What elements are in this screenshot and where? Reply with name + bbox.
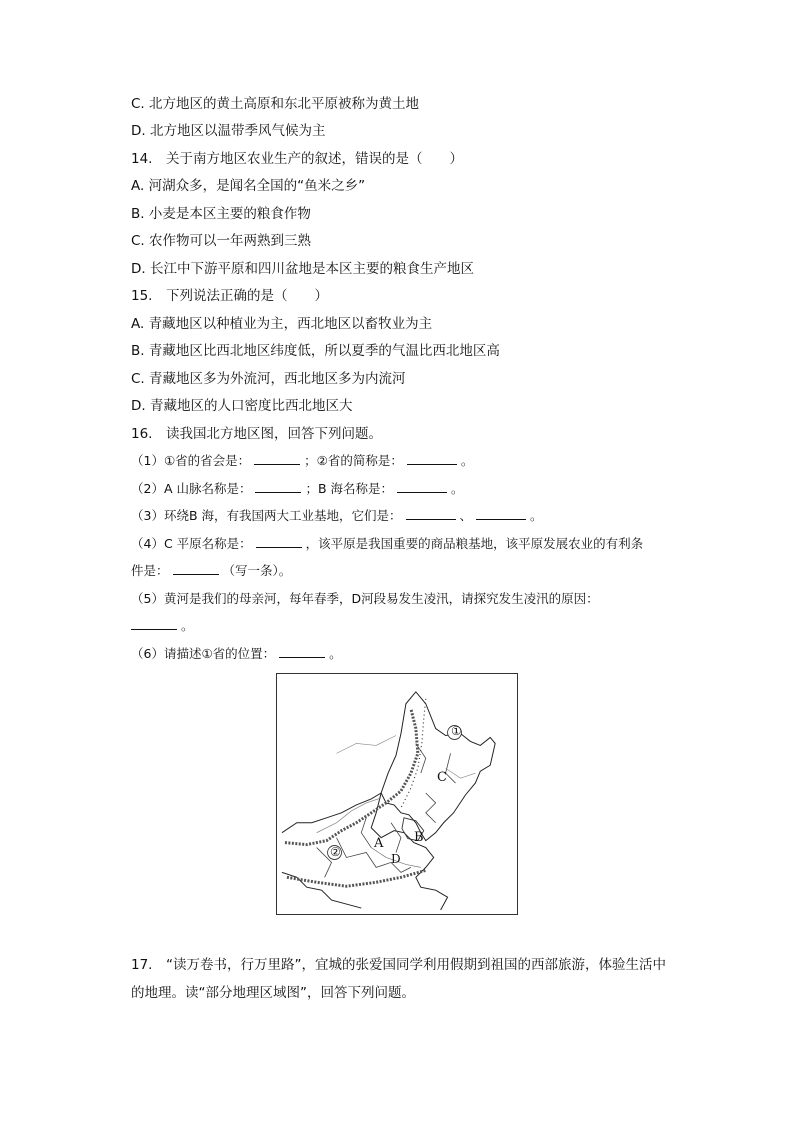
q16-p4-text-a: （4）C 平原名称是： [131,536,252,551]
map-drawing [277,674,517,914]
option-14b: B. 小麦是本区主要的粮食作物 [131,206,311,222]
option-15b: B. 青藏地区比西北地区纬度低，所以夏季的气温比西北地区高 [131,343,500,359]
map-label-b: B [414,830,424,845]
option-13d: D. 北方地区以温带季风气候为主 [131,123,326,139]
option-14a: A. 河湖众多，是闻名全国的“鱼米之乡” [131,178,366,194]
q16-p2-text-b: ；B 海名称是： [305,481,394,496]
q16-p3-blank-1[interactable] [406,507,456,520]
map-northeast-outline [381,692,495,841]
question-14: 14. 关于南方地区农业生产的叙述，错误的是（ ） [131,151,463,167]
q16-p2-blank-1[interactable] [255,480,301,493]
question-17-line-1: 17. “读万卷书，行万里路”，宜城的张爱国同学利用假期到祖国的西部旅游，体验生活中 [131,957,666,973]
q16-p3-text-b: 、 [459,508,473,523]
north-china-map [276,673,518,915]
question-16: 16. 读我国北方地区图，回答下列问题。 [131,426,382,442]
option-14d: D. 长江中下游平原和四川盆地是本区主要的粮食生产地区 [131,261,474,277]
map-label-d: D [391,852,401,866]
q16-p1-blank-1[interactable] [254,452,300,465]
map-river-northwest [337,735,476,778]
q16-p4-text-c: 件是： [131,563,169,578]
q16-p1-text-c: 。 [460,453,474,468]
question-17-line-2: 的地理。读“部分地理区域图”，回答下列问题。 [131,985,415,1001]
map-label-2: ② [330,845,341,859]
q16-p2-text-a: （2）A 山脉名称是： [131,481,252,496]
map-great-wall [285,709,418,845]
q16-p6-text-b: 。 [329,646,342,661]
map-north-outline [282,793,448,910]
q16-p5-text-b: 。 [181,618,194,633]
q16-part-1 [131,452,473,470]
q16-p5-blank[interactable] [131,617,177,630]
map-label-1: ① [451,724,462,738]
question-15: 15. 下列说法正确的是（ ） [131,288,328,304]
q16-p4-text-b: ，该平原是我国重要的商品粮基地，该平原发展农业的有利条 [305,536,644,551]
option-15c: C. 青藏地区多为外流河，西北地区多为内流河 [131,371,406,387]
q16-part-4 [131,535,643,553]
q16-p4-blank-1[interactable] [256,535,302,548]
q16-part-6 [131,645,342,663]
q16-part-5-cont [131,617,194,635]
map-label-c: C [437,770,447,785]
option-14c: C. 农作物可以一年两熟到三熟 [131,233,312,249]
map-wall-south [287,870,426,886]
q16-p1-text-a: （1）①省的省会是： [131,453,251,468]
q16-p3-text-c: 。 [530,508,543,523]
q16-p6-text-a: （6）请描述①省的位置： [131,646,276,661]
q16-p3-text-a: （3）环绕B 海，有我国两大工业基地，它们是： [131,508,402,523]
q16-part-5: （5）黄河是我们的母亲河，每年春季，D河段易发生凌汛，请探究发生凌汛的原因： [131,591,599,606]
q16-part-3 [131,507,543,525]
q16-part-2 [131,480,464,498]
q16-part-4-cont [131,562,291,580]
q16-p1-blank-2[interactable] [407,452,457,465]
map-label-a: A [374,836,384,851]
option-15a: A. 青藏地区以种植业为主，西北地区以畜牧业为主 [131,316,433,332]
option-13c: C. 北方地区的黄土高原和东北平原被称为黄土地 [131,96,420,112]
q16-p2-blank-2[interactable] [397,480,447,493]
q16-p6-blank[interactable] [279,645,325,658]
q16-p2-text-c: 。 [451,481,464,496]
q16-p4-text-d: （写一条）。 [222,563,292,578]
q16-p1-text-b: ；②省的简称是： [304,453,403,468]
q16-p3-blank-2[interactable] [476,507,526,520]
option-15d: D. 青藏地区的人口密度比西北地区大 [131,398,353,414]
q16-p4-blank-2[interactable] [173,562,219,575]
